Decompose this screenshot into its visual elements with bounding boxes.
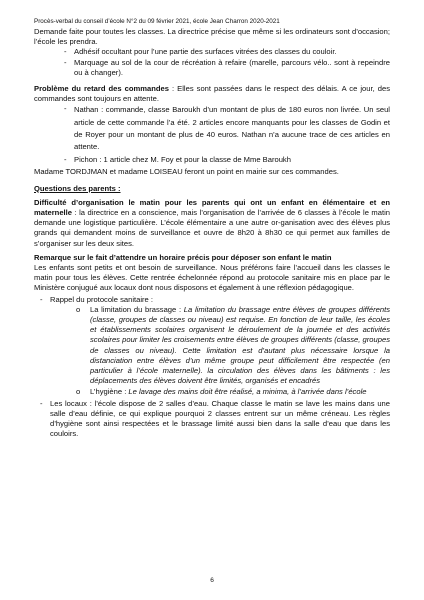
dash-bullet: -: [40, 294, 43, 304]
list-item-text: Adhésif occultant pour l’une partie des surfaces vitrées des classes du couloir.: [74, 47, 337, 57]
list-item: [34, 58, 390, 78]
list-item-text: Rappel du protocole sanitaire :: [50, 294, 154, 304]
list-item-text: Nathan : commande, classe Baroukh d’un montant de plus de 180 euros non livrée. Un seul article de cette commande l’a été. 2 articles encore manquants pour les classes de Godin et de Royer pour un montant de plus de 40 euros. Nathan n’a aucune trace de ces articles en attente.: [74, 105, 390, 152]
page-number: 6: [210, 577, 214, 584]
list-item: [34, 295, 390, 305]
question-title: Remarque sur le fait d’attendre un horaire précis pour déposer son enfant le matin: [34, 252, 332, 262]
commandes-paragraph: [34, 84, 390, 104]
dash-bullet: -: [64, 47, 67, 57]
commandes-title: Problème du retard des commandes: [34, 84, 169, 94]
question-paragraph: [34, 198, 390, 249]
commandes-text: : Elles sont passées dans le respect des délais. A ce jour, des commandes sont toujours en attente.: [34, 84, 390, 104]
section-title: Questions des parents :: [34, 183, 121, 193]
dash-bullet: -: [64, 155, 67, 165]
list-item-text: Marquage au sol de la cour de récréation à refaire (marelle, parcours vélo.. sont à repeindre ou à changer).: [74, 57, 390, 77]
list-item: [34, 47, 390, 57]
sub-item-text: Le lavage des mains doit être réalisé, a minima, à l’arrivée dans l’école: [128, 386, 367, 396]
circle-bullet: o: [76, 386, 81, 396]
question-title: Difficulté d’organisation le matin pour les parents qui ont un enfant en élémentaire et en maternelle: [34, 197, 390, 218]
question-text: : la directrice en a conscience, mais l’organisation de l’arrivée de 6 classes à l’école le matin demande une logistique particulière. L’école élémentaire a une autre or-ganisation avec des élèves plus grands qui demandent moins de surveillance et ouvre de 8h20 à 8h30 ce qui permet aux familles de s’organiser sur les deux sites.: [34, 208, 390, 248]
sub-item-label: L’hygiène :: [90, 386, 129, 396]
list-item-text: Pichon : 1 article chez M. Foy et pour la classe de Mme Baroukh: [74, 155, 291, 165]
list-item-text: Les locaux : l’école dispose de 2 salles d’eau. Chaque classe le matin se lave les mains dans une salle d’eau définie, ce qui explique pourquoi 2 classes entrent sur un même créneau. Les règles d’hygiène sont ainsi respectées et le brassage limité aussi bien dans la salle d’eau que dans les couloirs.: [50, 398, 390, 439]
sub-list-item: [34, 305, 390, 387]
intro-paragraph: Demande faite pour toutes les classes. La directrice précise que même si les ordinateurs sont d’occasion; l’école les prendra.: [34, 27, 390, 47]
commandes-closing: Madame TORDJMAN et madame LOISEAU feront un point en mairie sur ces commandes.: [34, 167, 339, 177]
dash-bullet: -: [40, 398, 43, 408]
dash-bullet: -: [64, 104, 67, 114]
question-text: Les enfants sont petits et ont besoin de surveillance. Nous préférons faire l’accueil dans les classes le matin pour tous les élèves. Cette rentrée échelonnée répond au protocole sanitaire mis en place par le Ministère conjugué aux locaux dont nous disposons et également à une réflexion pédagogique.: [34, 263, 390, 293]
list-item: [34, 104, 390, 153]
dash-bullet: -: [64, 57, 67, 67]
circle-bullet: o: [76, 304, 81, 314]
list-item: [34, 155, 390, 165]
sub-item-text: La limitation du brassage entre élèves de groupes différents (classe, groupes de classes ou niveau) est requise. En fonction de leur taille, les écoles et établissements scolaires organisent le déroulement de la journée et des activités scolaires pour limiter les croisements entre élèves de groupes différents (classe, groupes de classes ou niveau). Cette limitation est d’autant plus nécessaire lorsque la distanciation entre élèves d’un même groupe peut difficilement être respectée (en particulier à l’école maternelle). la circulation des élèves dans les bâtiments : les déplacements des élèves doivent être limités, organisés et encadrés: [90, 304, 390, 386]
list-item: [34, 399, 390, 440]
sub-list-item: [34, 387, 390, 397]
sub-item-label: La limitation du brassage :: [90, 304, 184, 314]
page-header: Procès-verbal du conseil d’école N°2 du 09 février 2021, école Jean Charron 2020-2021: [34, 18, 280, 25]
